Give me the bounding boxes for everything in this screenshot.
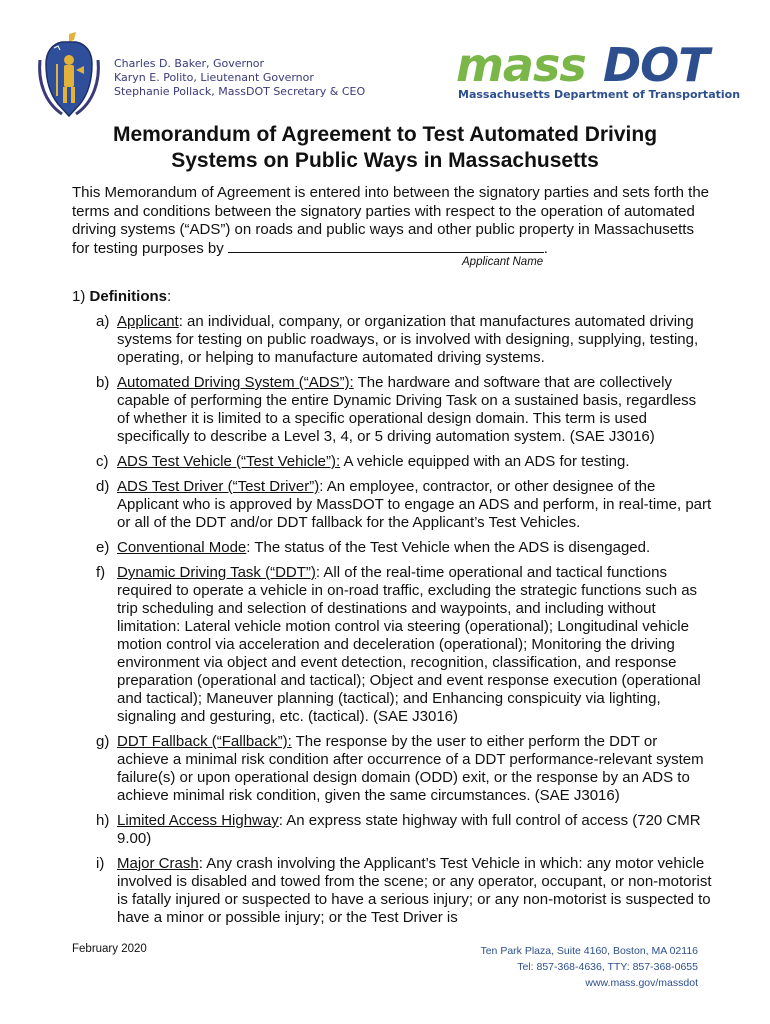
definition-sep: :	[178, 313, 183, 330]
title-line-2: Systems on Public Ways in Massachusetts	[171, 149, 599, 172]
section-colon: :	[167, 288, 172, 305]
official-secretary: Stephanie Pollack, MassDOT Secretary & CEO	[114, 85, 366, 98]
title-line-1: Memorandum of Agreement to Test Automated Driving	[112, 123, 658, 146]
definition-text: An express state highway with full control of access (720 CMR 9.00)	[117, 812, 701, 847]
definition-text: A vehicle equipped with an ADS for testing.	[340, 453, 630, 470]
definition-term: Applicant	[117, 313, 179, 330]
definition-text: All of the real-time operational and tactical functions required to operate a vehicle in on-road traffic, excluding the strategic functions such as trip scheduling and selection of destinations and waypoints, and including without limitation: Lateral vehicle motion control via steering (operational); Longitudinal vehicle motion control via acceleration and deceleration (operational); Monitoring the driving environment via object and event detection, recognition, classification, and response preparation (operational and tactical); Object and event response execution (operational and tactical); Maneuver planning (tactical); and Enhancing conspicuity via lighting, signaling and gesturing, etc. (tactical). (SAE J3016)	[117, 564, 701, 725]
item-letter: c)	[96, 453, 109, 470]
item-letter: a)	[96, 313, 110, 330]
definition-item	[72, 313, 712, 367]
definition-text: The status of the Test Vehicle when the ADS is disengaged.	[250, 539, 651, 556]
section-label: Definitions	[89, 288, 168, 305]
footer-date: February 2020	[72, 943, 147, 955]
definition-item	[72, 539, 712, 557]
definition-text: Any crash involving the Applicant’s Test Vehicle in which: any motor vehicle involved is disabled and towed from the scene; or any operator, occupant, or non-motorist is fatally injured or suspected to have a serious injury; or any non-motorist is suspected to have a minor or possible injury; or the Test Driver is	[117, 855, 712, 926]
officials-list	[114, 57, 365, 99]
item-letter: g)	[96, 733, 110, 750]
definition-term: ADS Test Driver (“Test Driver”)	[117, 478, 320, 495]
footer-address: Ten Park Plaza, Suite 4160, Boston, MA 02116	[480, 945, 698, 957]
definition-sep: :	[315, 564, 321, 581]
definition-sep: :	[246, 539, 251, 556]
definition-term: Limited Access Highway	[117, 812, 279, 829]
definition-item	[72, 733, 712, 805]
definition-term: DDT Fallback (“Fallback”):	[117, 733, 292, 750]
intro-text: This Memorandum of Agreement is entered into between the signatory parties and sets forth the terms and conditions between the signatory parties with respect to the operation of automated driving systems (“ADS”) on roads and public ways and other public property in Massachusetts for testing purposes by	[72, 184, 710, 257]
definition-text: an individual, company, or organization that manufactures automated driving systems for testing on public roadways, or is involved with designing, supplying, testing, operating, or helping to manufacture automated driving systems.	[117, 313, 699, 366]
item-letter: e)	[96, 539, 110, 556]
definition-item	[72, 478, 712, 532]
section-number: 1)	[72, 288, 86, 305]
definition-text: The response by the user to either perform the DDT or achieve a minimal risk condition after occurrence of a DDT performance-relevant system failure(s) or upon operational design domain (ODD) exit, or the response by an ADS to achieve minimal risk condition, given the same circumstances. (SAE J3016)	[117, 733, 704, 804]
definition-term: Dynamic Driving Task (“DDT”)	[117, 564, 316, 581]
definitions-list	[72, 313, 712, 934]
definition-sep: :	[278, 812, 283, 829]
applicant-name-blank	[228, 240, 544, 253]
section-heading	[72, 288, 171, 307]
item-letter: h)	[96, 812, 110, 829]
footer-website-link[interactable]: www.mass.gov/massdot	[585, 977, 698, 989]
definition-item	[72, 453, 712, 471]
definition-term: Automated Driving System (“ADS”):	[117, 374, 354, 391]
definition-sep: :	[198, 855, 203, 872]
footer-phone: Tel: 857-368-4636, TTY: 857-368-0655	[517, 961, 698, 973]
official-lieutenant-governor: Karyn E. Polito, Lieutenant Governor	[114, 71, 314, 84]
definition-item	[72, 374, 712, 446]
definition-item	[72, 564, 712, 726]
item-letter: b)	[96, 374, 110, 391]
item-letter: d)	[96, 478, 110, 495]
definition-item	[72, 855, 712, 927]
applicant-name-caption: Applicant Name	[462, 256, 544, 268]
intro-end: .	[543, 239, 548, 257]
definition-term: Conventional Mode	[117, 539, 247, 556]
logo-subtitle: Massachusetts Department of Transportation	[458, 88, 741, 101]
official-governor: Charles D. Baker, Governor	[114, 57, 265, 70]
definition-text: An employee, contractor, or other designee of the Applicant who is approved by MassDOT to engage an ADS and perform, in real-time, part or all of the DDT and/or DDT fallback for the Applicant’s Test Vehicles.	[117, 478, 712, 531]
definition-term: ADS Test Vehicle (“Test Vehicle”):	[117, 453, 341, 470]
massdot-logo	[456, 38, 746, 104]
item-letter: i)	[96, 855, 105, 872]
item-letter: f)	[96, 564, 106, 581]
letterhead	[0, 0, 770, 120]
definition-term: Major Crash	[117, 855, 199, 872]
intro-paragraph	[72, 184, 712, 258]
logo-dot-text: DOT	[603, 38, 709, 92]
footer-contact	[480, 943, 698, 991]
logo-mass-text: mass	[456, 38, 586, 92]
definition-sep: :	[319, 478, 324, 495]
massachusetts-seal-icon	[32, 30, 106, 120]
definition-text: The hardware and software that are collectively capable of performing the entire Dynamic Driving Task on a sustained basis, regardless of whether it is limited to a specific operational design domain. This term is used specifically to describe a Level 3, 4, or 5 driving automation system. (SAE J3016)	[117, 374, 697, 445]
definition-item	[72, 812, 712, 848]
document-title	[40, 122, 730, 174]
